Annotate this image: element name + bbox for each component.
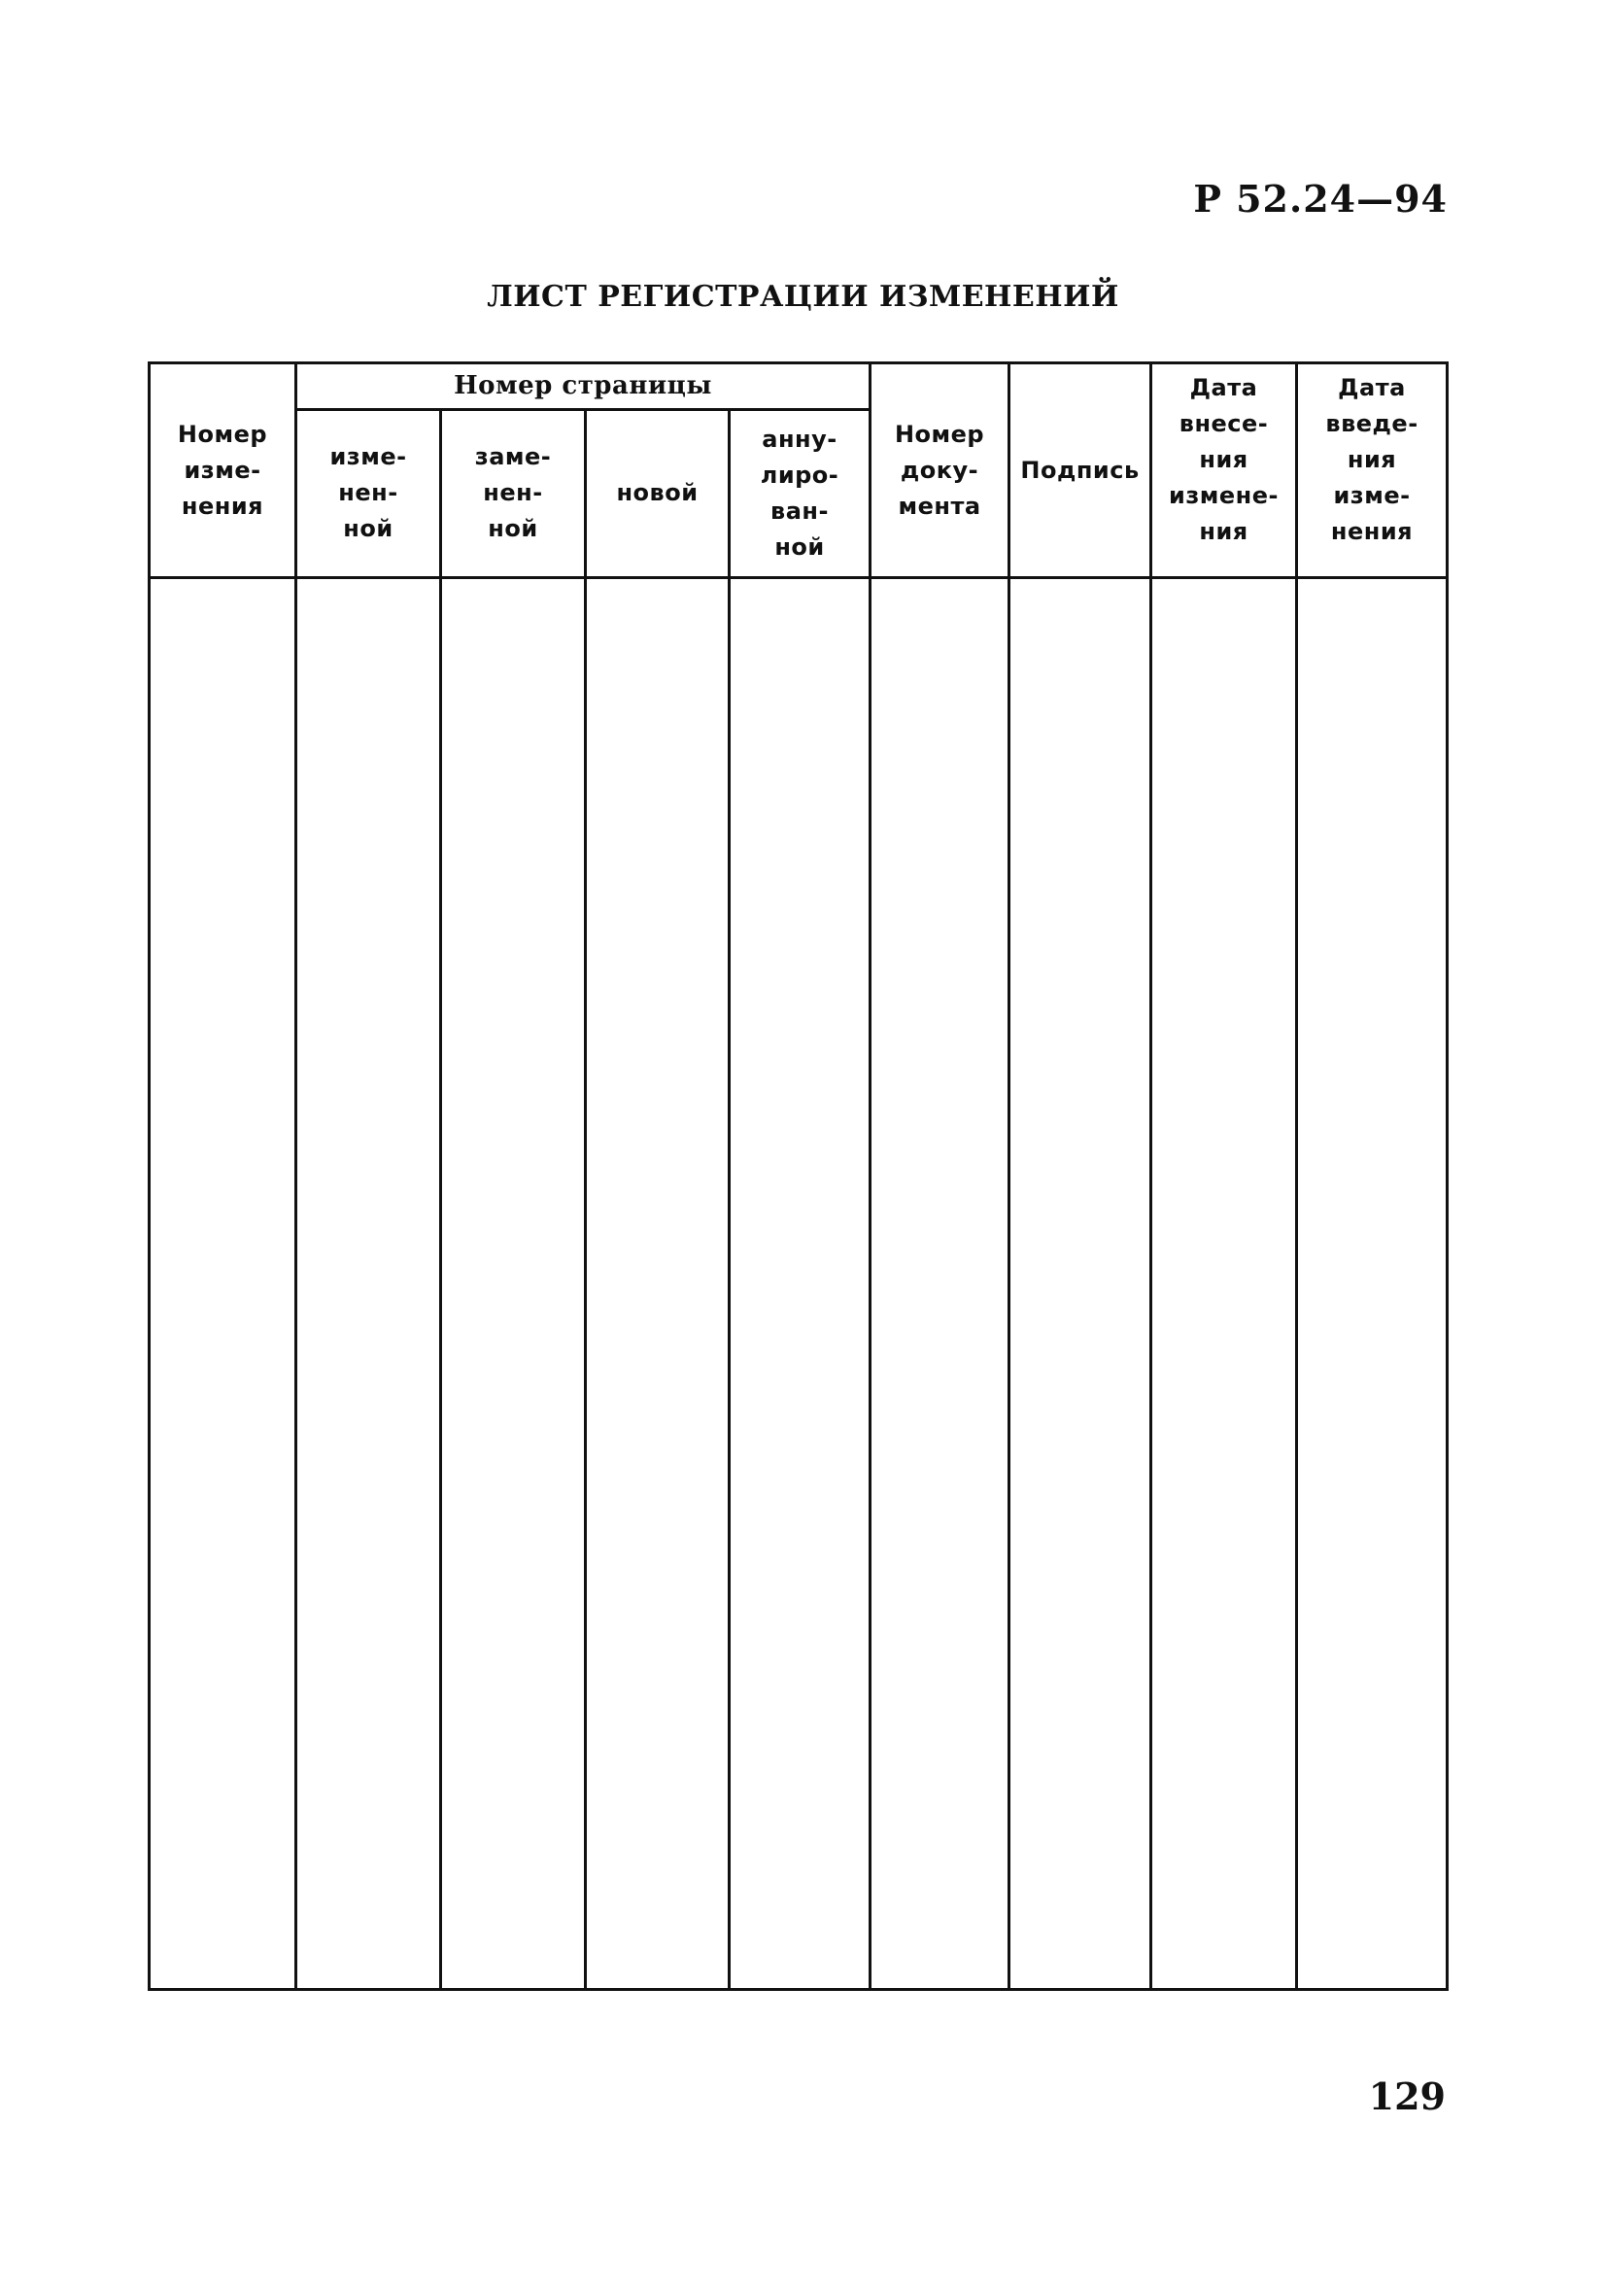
body-cell-date-effective	[1297, 578, 1448, 1990]
header-page-replaced: заме- нен- ной	[441, 409, 586, 577]
header-date-entry: Дата внесе- ния измене- ния	[1151, 363, 1297, 578]
change-registration-table	[148, 361, 1449, 1991]
body-cell-page-new	[586, 578, 730, 1990]
body-cell-page-annulled	[730, 578, 871, 1990]
body-cell-signature	[1009, 578, 1151, 1990]
header-page-annulled: анну- лиро- ван- ной	[730, 409, 871, 577]
body-cell-change-number	[150, 578, 296, 1990]
table-body-row	[150, 578, 1448, 1990]
header-document-number: Номер доку- мента	[871, 363, 1009, 578]
header-date-effective: Дата введе- ния изме- нения	[1297, 363, 1448, 578]
body-cell-page-changed	[296, 578, 441, 1990]
body-cell-page-replaced	[441, 578, 586, 1990]
document-code: Р 52.24—94	[1193, 177, 1448, 221]
header-signature: Подпись	[1009, 363, 1151, 578]
header-row-top	[150, 363, 1448, 410]
body-cell-date-entry	[1151, 578, 1297, 1990]
header-page-number-group: Номер страницы	[296, 363, 871, 410]
page-number: 129	[1368, 2074, 1446, 2118]
body-cell-document-number	[871, 578, 1009, 1990]
header-page-new: новой	[586, 409, 730, 577]
header-change-number: Номер изме- нения	[150, 363, 296, 578]
header-page-changed: изме- нен- ной	[296, 409, 441, 577]
page-title: ЛИСТ РЕГИСТРАЦИИ ИЗМЕНЕНИЙ	[487, 280, 1119, 314]
